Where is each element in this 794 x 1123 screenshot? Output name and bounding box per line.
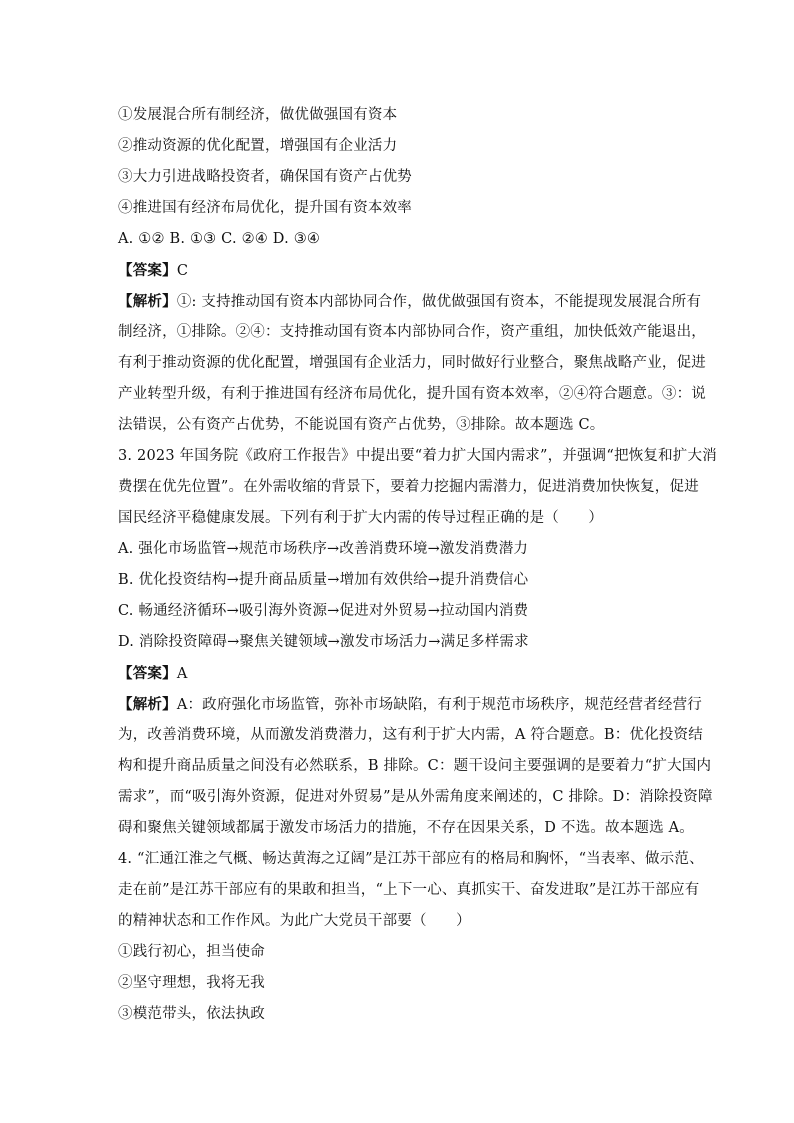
q4-stem-line: 的精神状态和工作作风。为此广大党员干部要（ ） [118, 913, 471, 929]
q3-stem-line: 3. 2023 年国务院《政府工作报告》中提出要“着力扩大国内需求”，并强调“把恢复和扩大消 [118, 448, 717, 464]
q3-stem-line: 国民经济平稳健康发展。下列有利于扩大内需的传导过程正确的是（ ） [118, 510, 604, 526]
document-page [118, 100, 717, 1030]
q3-answer-label: 【答案】 [118, 665, 177, 682]
q2-option-2: ②推动资源的优化配置，增强国有企业活力 [118, 138, 398, 154]
q3-analysis-line: 构和提升商品质量之间没有必然联系，B 排除。C：题干设问主要强调的是要着力“扩大国内 [118, 758, 712, 774]
q2-analysis-line: 有利于推动资源的优化配置，增强国有企业活力，同时做好行业整合，聚焦战略产业，促进 [118, 355, 706, 371]
q3-option-a: A. 强化市场监管→规范市场秩序→改善消费环境→激发消费潜力 [118, 541, 529, 557]
q3-analysis-line: 碍和聚焦关键领域都属于激发市场活力的措施，不存在因果关系，D 不选。故本题选 A。 [118, 820, 695, 836]
q2-answer [118, 255, 688, 286]
q4-stem-line: 4. “汇通江淮之气概、畅达黄海之辽阔”是江苏干部应有的格局和胸怀，“当表率、做示范、 [118, 851, 704, 867]
q3-analysis-line: 为，改善消费环境，从而激发消费潜力，这有利于扩大内需，A 符合题意。B：优化投资结 [118, 727, 703, 743]
q2-analysis-line: 产业转型升级，有利于推进国有经济布局优化，提升国有资本效率，②④符合题意。③：说 [118, 386, 706, 402]
q2-choices: A. ①② B. ①③ C. ②④ D. ③④ [118, 231, 321, 247]
q3-option-d: D. 消除投资障碍→聚焦关键领域→激发市场活力→满足多样需求 [118, 634, 529, 650]
q2-analysis-text: ①: 支持推动国有资本内部协同合作，做优做强国有资本，不能提现发展混合所有 [176, 294, 702, 310]
q3-answer [118, 658, 688, 689]
q2-answer-value: C [176, 263, 189, 279]
q4-option-2: ②坚守理想，我将无我 [118, 975, 265, 991]
q4-option-1: ①践行初心，担当使命 [118, 944, 265, 960]
q4-option-3: ③模范带头，依法执政 [118, 1006, 265, 1022]
q3-stem-line: 费摆在优先位置”。在外需收缩的背景下，要着力挖掘内需潜力，促进消费加快恢复，促进 [118, 479, 699, 495]
q2-analysis-label: 【解析】 [118, 293, 177, 310]
q3-analysis-line: 需求”，而“吸引海外资源，促进对外贸易”是从外需角度来阐述的，C 排除。D：消除投资障 [118, 789, 713, 805]
q2-analysis-line: 法错误，公有资产占优势，不能说国有资产占优势，③排除。故本题选 C。 [118, 417, 605, 433]
q2-answer-label: 【答案】 [118, 262, 177, 279]
q3-analysis-label: 【解析】 [118, 696, 177, 713]
q3-analysis-line [118, 689, 702, 720]
q3-option-c: C. 畅通经济循环→吸引海外资源→促进对外贸易→拉动国内消费 [118, 603, 529, 619]
q3-analysis-text: A：政府强化市场监管，弥补市场缺陷，有利于规范市场秩序，规范经营者经营行 [176, 697, 702, 713]
q2-analysis-line: 制经济，①排除。②④：支持推动国有资本内部协同合作，资产重组，加快低效产能退出， [118, 324, 706, 340]
q3-answer-value: A [176, 666, 188, 682]
q2-option-4: ④推进国有经济布局优化，提升国有资本效率 [118, 200, 412, 216]
q3-option-b: B. 优化投资结构→提升商品质量→增加有效供给→提升消费信心 [118, 572, 529, 588]
q2-analysis-line [118, 286, 702, 317]
q2-option-1: ①发展混合所有制经济，做优做强国有资本 [118, 107, 398, 123]
q4-stem-line: 走在前”是江苏干部应有的果敢和担当，“上下一心、真抓实干、奋发进取”是江苏干部应有 [118, 882, 700, 898]
q2-option-3: ③大力引进战略投资者，确保国有资产占优势 [118, 169, 412, 185]
